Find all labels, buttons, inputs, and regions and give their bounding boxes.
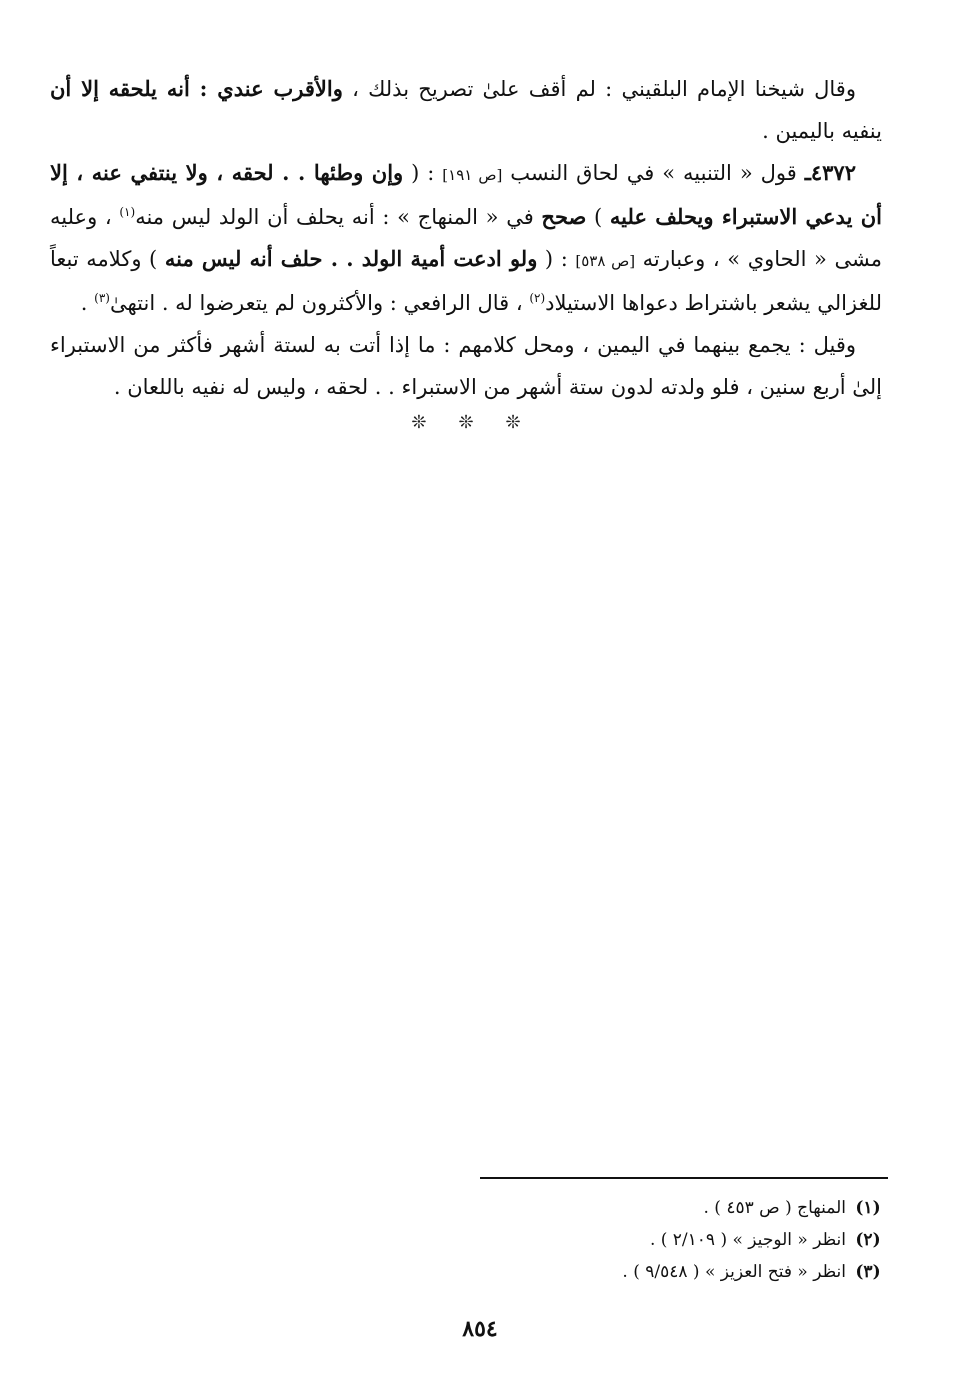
p2-text-3: ) [586,205,610,229]
p3-text: وقيل : يجمع بينهما في اليمين ، ومحل كلامهم : ما إذا أتت به لستة أشهر فأكثر من الاستبراء إلىٰ أربع سنين ، فلو ولدته لدون ستة أشهر من الاستبراء . . لحقه ، وليس له نفيه باللعان . [50,333,882,399]
asterism-icon: ❊ [505,412,521,433]
p2-text-8: ، قال الرافعي : والأكثرون لم يتعرضوا له . انتهىٰ [109,291,530,315]
p2-bold-1: وإن وطئها . . لحقه ، ولا ينتفي عنه ، إلا أن يدعي الاستبراء ويحلف عليه [50,160,882,229]
p2-bold-2: صحح [541,204,587,229]
footnote-number: (٢) [855,1230,881,1250]
footnote-item [480,1192,890,1224]
p2-bold-3: ولو ادعت أمية الولد . . حلف أنه ليس منه [164,246,538,271]
main-text [50,68,882,433]
footnote-number: (٣) [855,1262,881,1282]
paragraph-3 [50,324,882,408]
page-ref-2: [ص ٥٣٨] [575,252,636,270]
footnote-item [480,1224,890,1256]
footnote-number: (١) [855,1198,881,1218]
p1-bold: والأقرب عندي : أنه يلحقه إلا أن [50,76,343,101]
footnote-text: انظر « الوجيز » ( ٢/١٠٩ ) . [649,1230,846,1250]
footnotes [480,1192,890,1288]
p2-text-1: قول « التنبيه » في لحاق النسب [502,161,805,185]
paragraph-1 [50,68,882,152]
footnote-text: انظر « فتح العزيز » ( ٩/٥٤٨ ) . [622,1262,846,1282]
asterism-icon: ❊ [458,412,474,433]
page-ref-1: [ص ١٩١] [442,166,503,184]
section-separator [50,412,882,433]
footnote-ref-2[interactable]: (٢) [529,291,546,305]
p2-text-6: : ( [537,247,576,271]
page-number: ٨٥٤ [462,1316,498,1342]
footnote-text: المنهاج ( ص ٤٥٣ ) . [703,1198,846,1218]
p2-text-4: في « المنهاج » : أنه يحلف أن الولد ليس منه [135,205,542,229]
p2-text-9: . [80,291,95,315]
p2-text-7: ) وكلامه تبعاً للغزالي يشعر باشتراط دعواها الاستيلاد [50,247,882,315]
paragraph-2 [50,152,882,324]
footnote-divider [480,1177,888,1179]
footnote-ref-3[interactable]: (٣) [94,291,110,305]
p1-text: وقال شيخنا الإمام البلقيني : لم أقف علىٰ تصريح بذلك ، [342,77,856,101]
p2-text-5: ، وعليه مشى « الحاوي » ، وعبارته [50,205,882,271]
p1-end: ينفيه باليمين . [762,119,882,143]
entry-number: ٤٣٧٢ـ [804,160,856,185]
footnote-item [480,1256,890,1288]
footnote-ref-1[interactable]: (١) [119,205,136,219]
asterism-icon: ❊ [411,412,427,433]
p2-text-2: : ( [403,161,443,185]
